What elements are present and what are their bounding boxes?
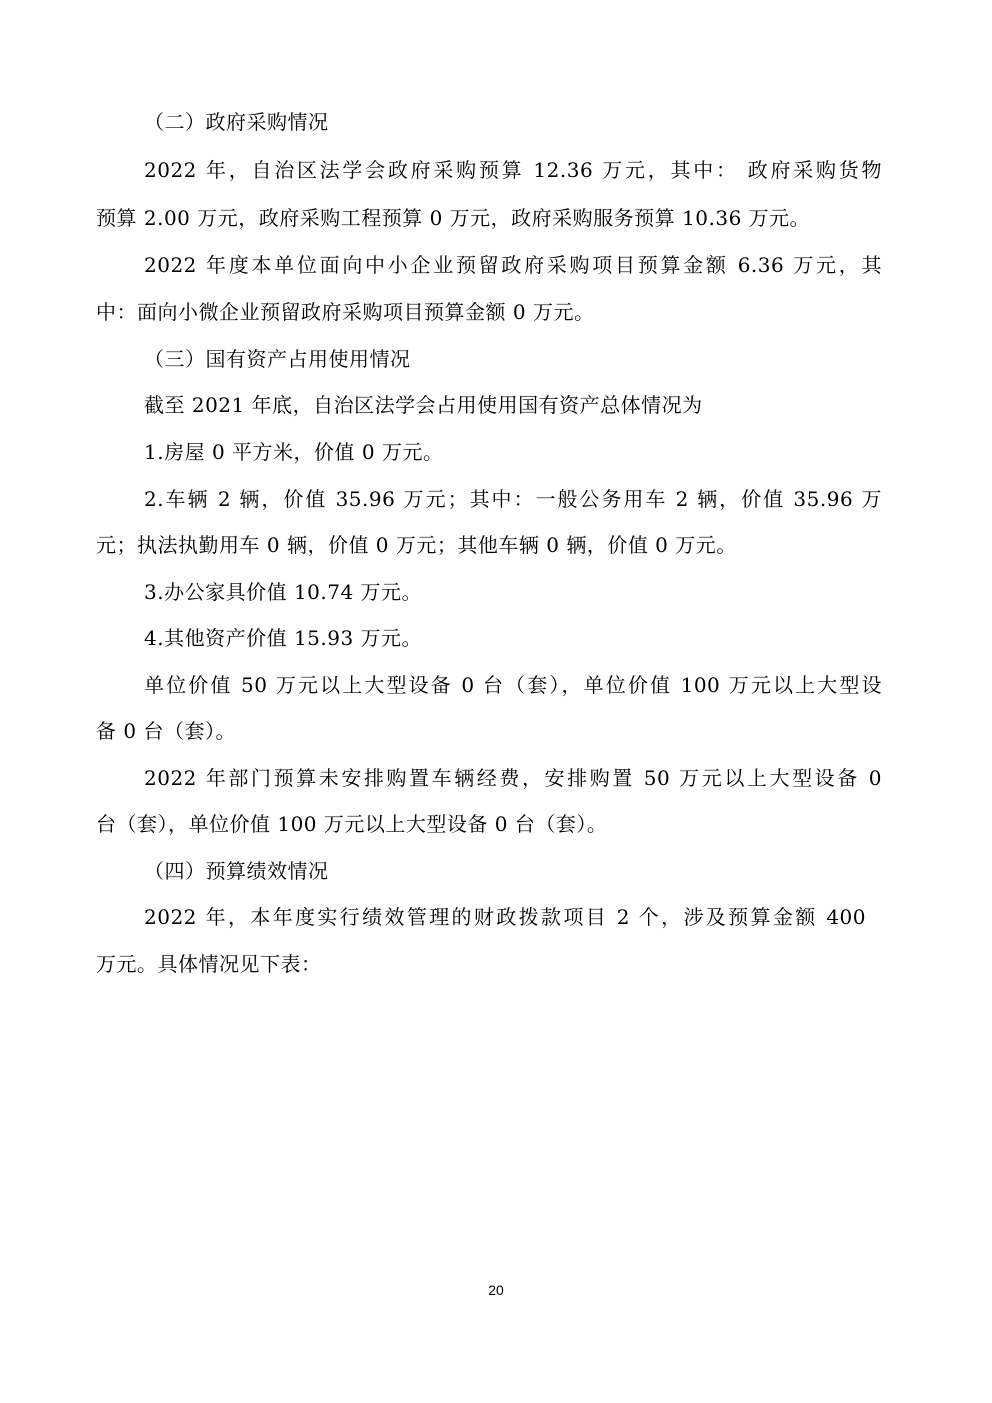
paragraph-line: 单位价值 50 万元以上大型设备 0 台（套），单位价值 100 万元以上大型设 <box>144 673 882 697</box>
paragraph-line: 2022 年，自治区法学会政府采购预算 12.36 万元，其中： 政府采购货物 <box>144 158 882 182</box>
paragraph-line: 2022 年，本年度实行绩效管理的财政拨款项目 2 个，涉及预算金额 400 <box>144 905 866 929</box>
list-item: 2.车辆 2 辆，价值 35.96 万元；其中：一般公务用车 2 辆，价值 35.96 万 <box>144 487 882 511</box>
paragraph-line: 万元。具体情况见下表： <box>96 952 322 976</box>
section-heading-performance: （四）预算绩效情况 <box>144 859 329 883</box>
section-heading-state-assets: （三）国有资产占用使用情况 <box>144 347 411 371</box>
paragraph-line: 台（套），单位价值 100 万元以上大型设备 0 台（套）。 <box>96 812 608 836</box>
paragraph-line: 预算 2.00 万元，政府采购工程预算 0 万元，政府采购服务预算 10.36 万元。 <box>96 206 811 230</box>
paragraph-line: 元；执法执勤用车 0 辆，价值 0 万元；其他车辆 0 辆，价值 0 万元。 <box>96 533 737 557</box>
paragraph-line: 2022 年度本单位面向中小企业预留政府采购项目预算金额 6.36 万元，其 <box>144 253 882 277</box>
section-heading-procurement: （二）政府采购情况 <box>144 110 329 134</box>
page-number: 20 <box>488 1282 504 1298</box>
list-item: 4.其他资产价值 15.93 万元。 <box>144 626 423 650</box>
paragraph-line: 备 0 台（套）。 <box>96 719 236 743</box>
paragraph-line: 截至 2021 年底，自治区法学会占用使用国有资产总体情况为 <box>144 393 703 417</box>
list-item: 1.房屋 0 平方米，价值 0 万元。 <box>144 440 444 464</box>
list-item: 3.办公家具价值 10.74 万元。 <box>144 580 423 604</box>
paragraph-line: 中：面向小微企业预留政府采购项目预算金额 0 万元。 <box>96 300 595 324</box>
paragraph-line: 2022 年部门预算未安排购置车辆经费，安排购置 50 万元以上大型设备 0 <box>144 766 882 790</box>
